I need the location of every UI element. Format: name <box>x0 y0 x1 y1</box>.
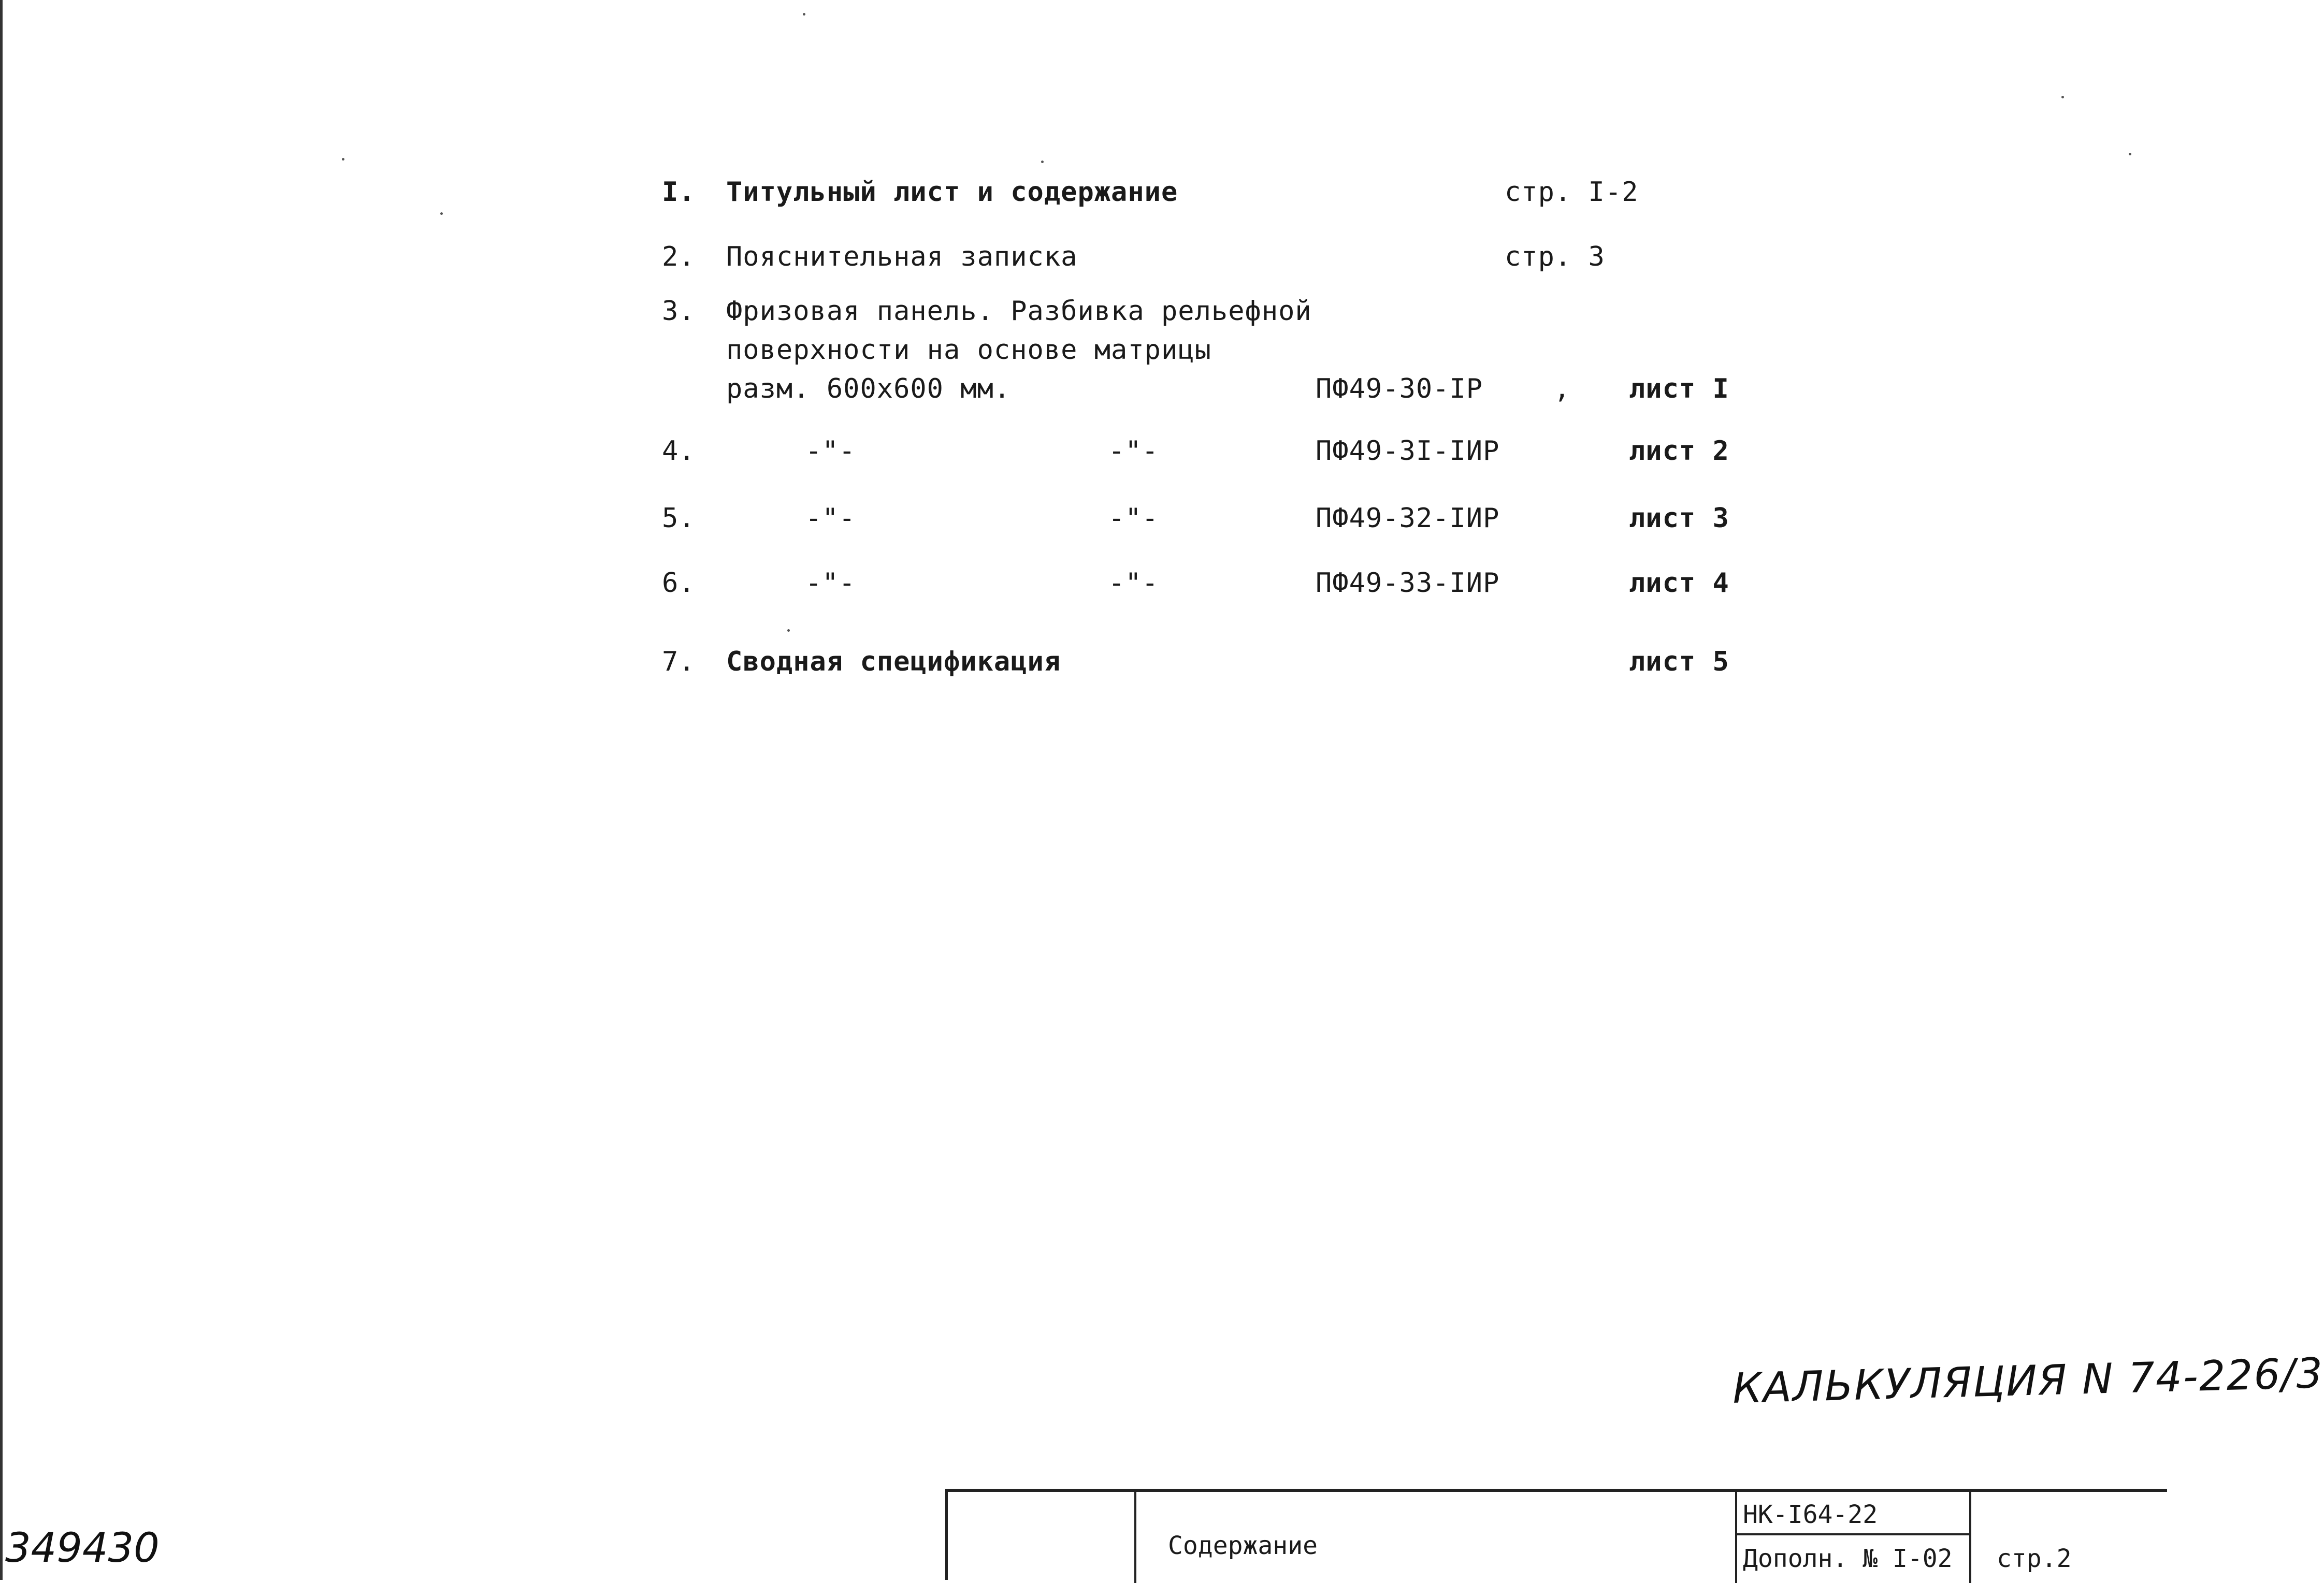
title-block-title: Содержание <box>1168 1531 1318 1560</box>
title-block-addition: Дополн. № I-02 <box>1743 1544 1953 1573</box>
item-title: Сводная спецификация <box>726 646 1061 677</box>
item-sheet-ref: лист I <box>1629 373 1729 404</box>
item-sheet-ref: лист 5 <box>1629 646 1729 677</box>
item-number: 3. <box>662 296 696 327</box>
scan-speck <box>1041 161 1044 163</box>
item-number: 4. <box>662 435 696 467</box>
item-number: 5. <box>662 503 696 534</box>
item-title: Пояснительная записка <box>726 241 1078 272</box>
scan-speck <box>440 212 443 215</box>
item-ditto-mark: -"- <box>1108 503 1159 534</box>
item-drawing-code: ПФ49-3I-IИР <box>1316 435 1500 467</box>
item-drawing-code: ПФ49-33-IИР <box>1316 568 1500 599</box>
item-title-line-1: Фризовая панель. Разбивка рельефной <box>726 296 1312 327</box>
item-title: Титульный лист и содержание <box>726 177 1178 208</box>
title-block-divider <box>1735 1492 1737 1583</box>
scan-speck <box>787 629 790 632</box>
item-page-ref: стр. 3 <box>1505 241 1605 272</box>
item-ditto-mark: -"- <box>805 568 856 599</box>
item-sheet-ref: лист 4 <box>1629 568 1729 599</box>
scan-speck <box>803 13 805 16</box>
item-drawing-code: ПФ49-30-IР <box>1316 373 1483 404</box>
title-block-row-line <box>1735 1533 1969 1535</box>
item-mark: , <box>1554 373 1571 404</box>
item-sheet-ref: лист 2 <box>1629 435 1729 467</box>
item-sheet-ref: лист 3 <box>1629 503 1729 534</box>
item-ditto-mark: -"- <box>805 503 856 534</box>
item-ditto-mark: -"- <box>805 435 856 467</box>
item-number: 2. <box>662 241 696 272</box>
item-ditto-mark: -"- <box>1108 435 1159 467</box>
item-number: 7. <box>662 646 696 677</box>
scan-speck <box>2129 153 2131 155</box>
item-title-line-2: поверхности на основе матрицы <box>726 335 1211 366</box>
title-block-divider <box>1969 1492 1971 1583</box>
item-number: I. <box>662 177 696 208</box>
item-page-ref: стр. I-2 <box>1505 177 1639 208</box>
title-block <box>945 1489 2167 1580</box>
title-block-code: НК-I64-22 <box>1743 1500 1878 1529</box>
item-number: 6. <box>662 568 696 599</box>
handwritten-calculation-note: КАЛЬКУЛЯЦИЯ N 74-226/3 <box>1731 1349 2324 1413</box>
scan-speck <box>342 158 344 161</box>
title-block-divider <box>1134 1492 1136 1583</box>
title-block-page: стр.2 <box>1997 1544 2072 1573</box>
item-drawing-code: ПФ49-32-IИР <box>1316 503 1500 534</box>
handwritten-inventory-number: 349430 <box>5 1525 160 1572</box>
item-title-line-3: разм. 600х600 мм. <box>726 373 1011 404</box>
scan-speck <box>2061 96 2064 98</box>
left-border-line <box>0 0 3 1580</box>
item-ditto-mark: -"- <box>1108 568 1159 599</box>
